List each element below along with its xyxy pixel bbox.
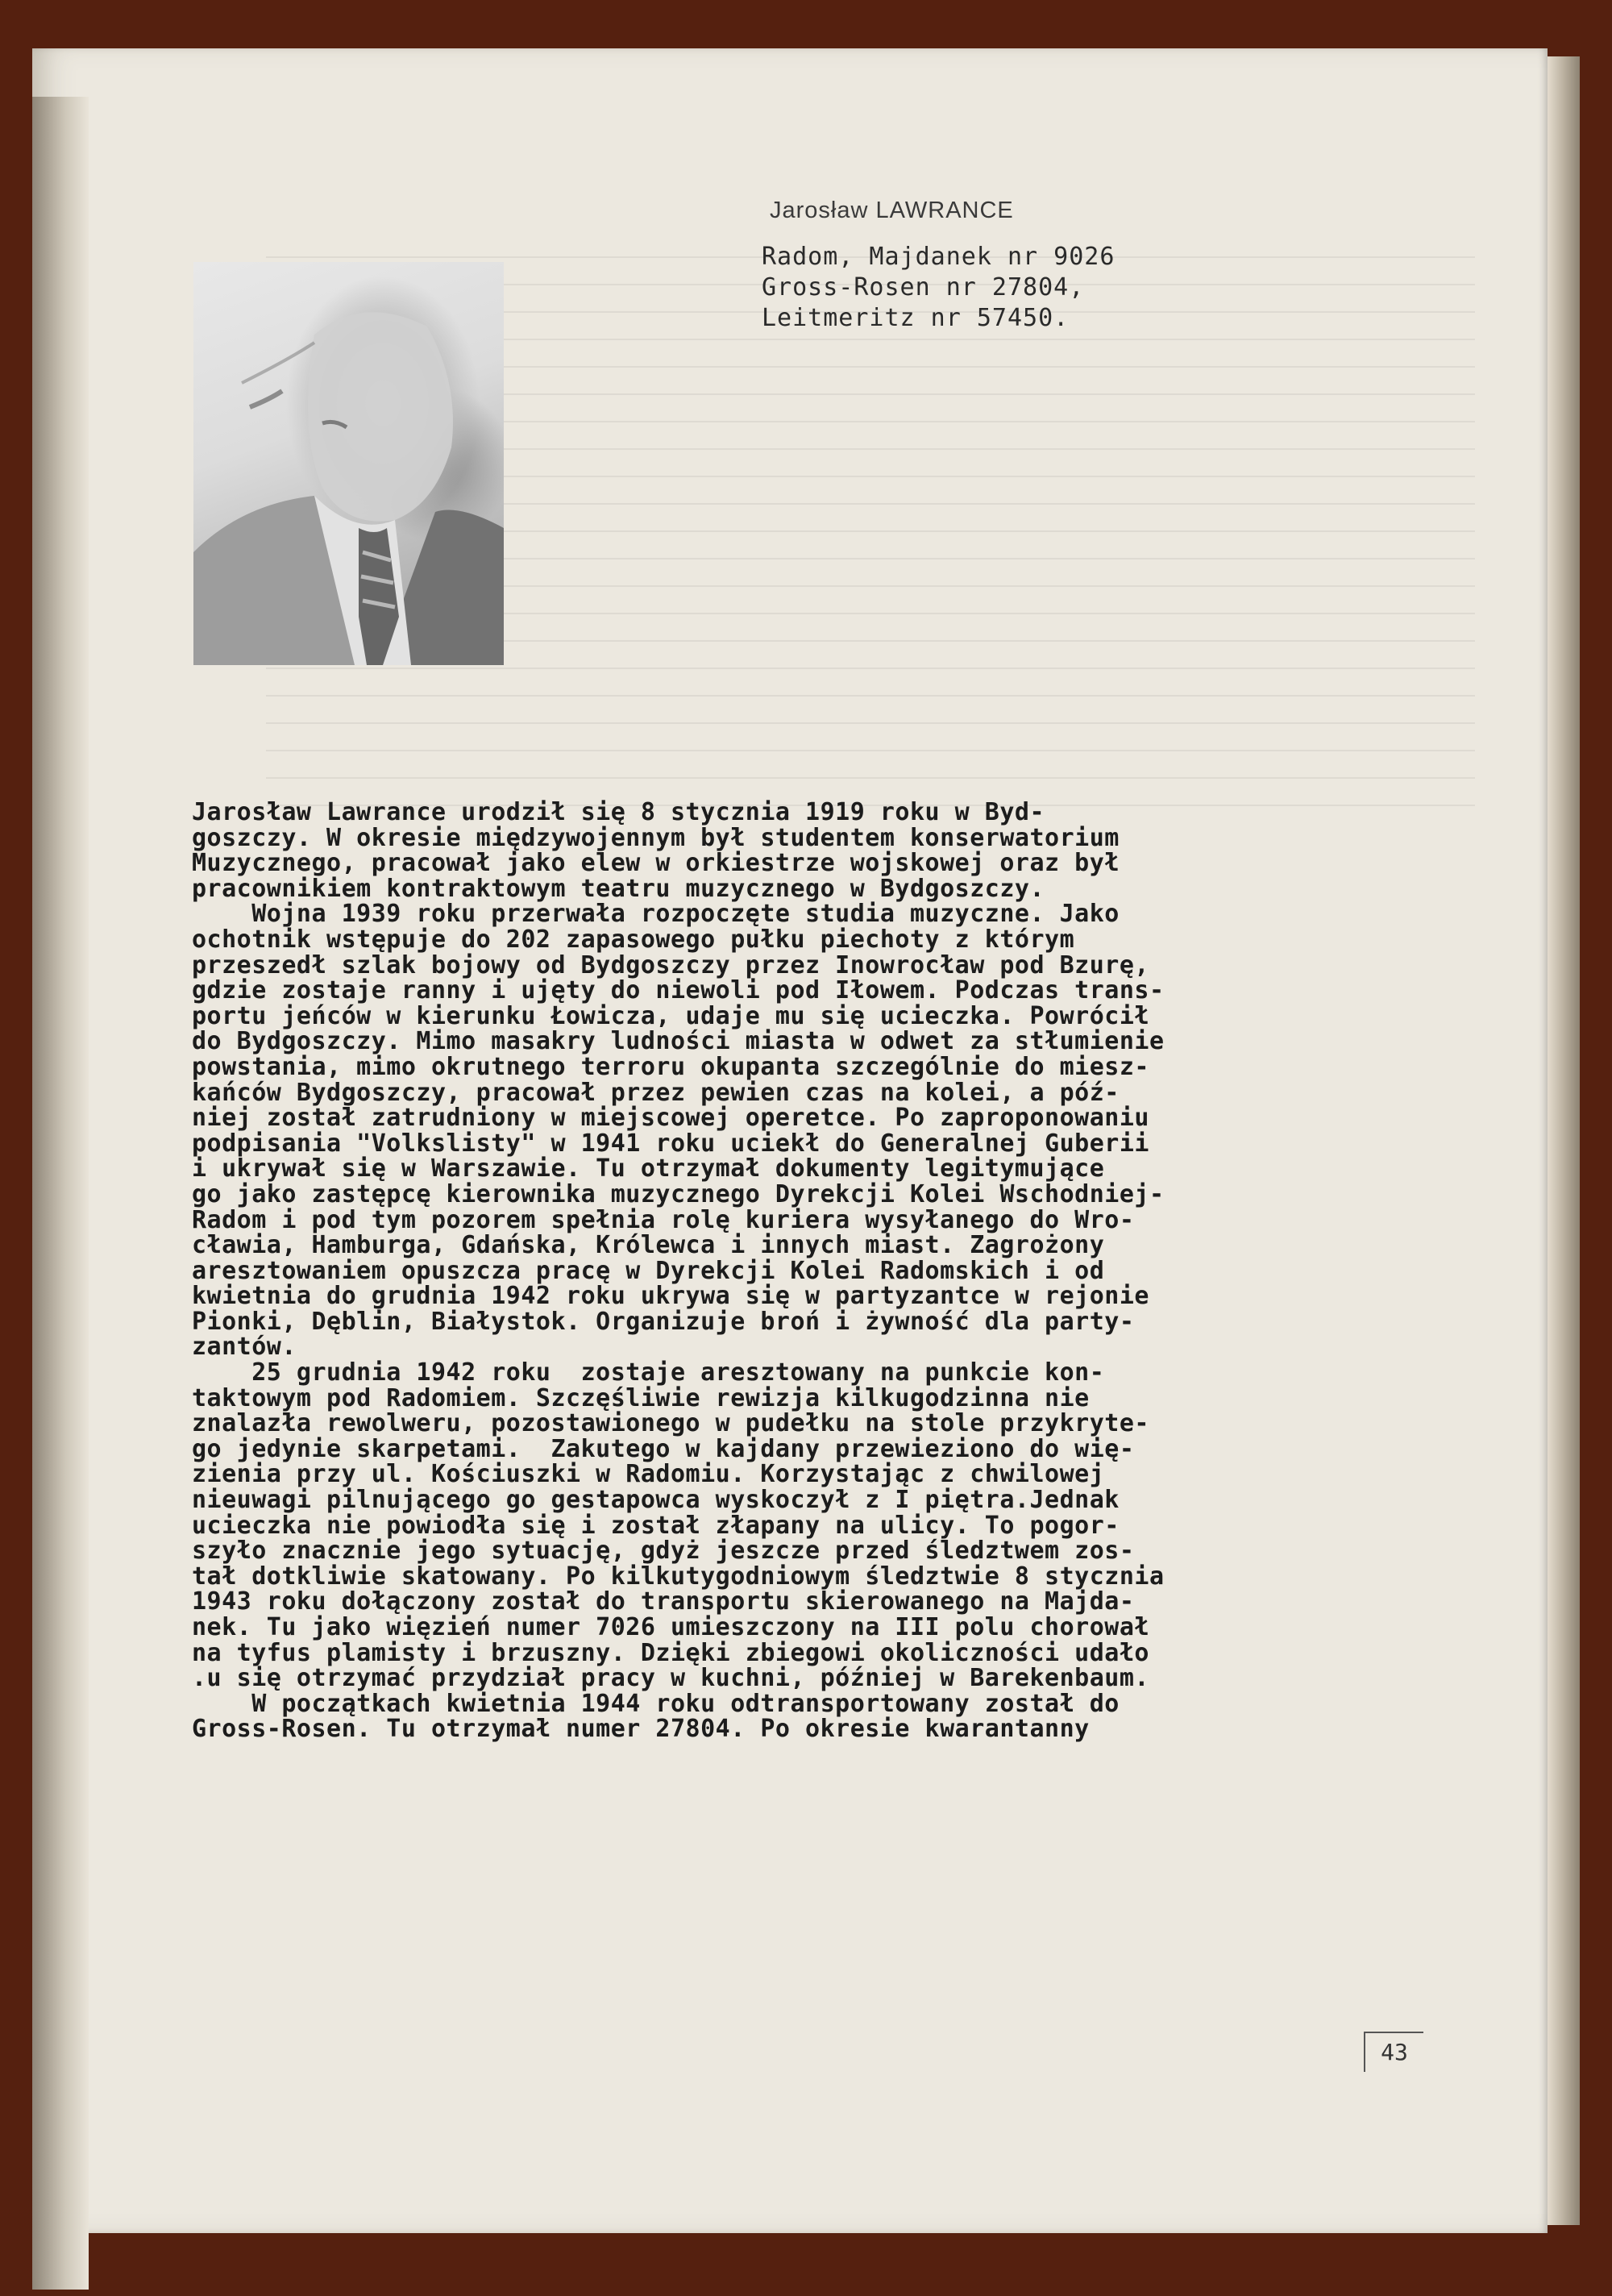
text-line: nieuwagi pilnującego go gestapowca wyskoczył z I piętra.Jednak [192, 1486, 1120, 1515]
text-line: ochotnik wstępuje do 202 zapasowego pułku piechoty z którym [192, 925, 1075, 954]
text-line: Gross-Rosen. Tu otrzymał numer 27804. Po okresie kwarantanny [192, 1715, 1090, 1744]
text-line: portu jeńców w kierunku Łowicza, udaje mu się ucieczka. Powrócił [192, 1001, 1149, 1030]
text-line: .u się otrzymać przydział pracy w kuchni, później w Barekenbaum. [192, 1664, 1149, 1693]
text-line: goszczy. W okresie międzywojennym był studentem konserwatorium [192, 823, 1120, 852]
text-line: ucieczka nie powiodła się i został złapany na ulicy. To pogor- [192, 1511, 1120, 1540]
header-block [762, 198, 1115, 334]
text-line: Pionki, Dęblin, Białystok. Organizuje broń i żywność dla party- [192, 1307, 1135, 1336]
text-line: cławia, Hamburga, Gdańska, Królewca i innych miast. Zagrożony [192, 1231, 1105, 1260]
text-line: zantów. [192, 1333, 297, 1362]
text-line: Radom i pod tym pozorem spełnia rolę kuriera wysyłanego do Wro- [192, 1205, 1135, 1234]
text-line: Muzycznego, pracował jako elew w orkiestrze wojskowej oraz był [192, 849, 1120, 878]
text-line: go jako zastępcę kierownika muzycznego Dyrekcji Kolei Wschodniej- [192, 1179, 1165, 1208]
text-line: gdzie zostaje ranny i ujęty do niewoli pod Iłowem. Podczas trans- [192, 976, 1165, 1005]
page-number: 43 [1364, 2032, 1423, 2072]
text-line: aresztowaniem opuszcza pracę w Dyrekcji Kolei Radomskich i od [192, 1256, 1105, 1285]
portrait-photo [193, 262, 504, 665]
text-line: niej został zatrudniony w miejscowej operetce. Po zaproponowaniu [192, 1104, 1149, 1133]
text-line: nek. Tu jako więzień numer 7026 umieszczony na III polu chorował [192, 1613, 1149, 1641]
text-line: 25 grudnia 1942 roku zostaje aresztowany na punkcie kon- [192, 1358, 1105, 1387]
camp-line: Leitmeritz nr 57450. [762, 304, 1070, 332]
text-line: na tyfus plamisty i brzuszny. Dzięki zbiegowi okoliczności udało [192, 1638, 1149, 1667]
portrait-icon [193, 262, 504, 665]
text-line: pracownikiem kontraktowym teatru muzycznego w Bydgoszczy. [192, 874, 1045, 903]
biography-text [192, 800, 1473, 1742]
text-line: szyło znacznie jego sytuację, gdyż jeszcze przed śledztwem zos- [192, 1537, 1135, 1566]
text-line: kańców Bydgoszczy, pracował przez pewien czas na kolei, a póź- [192, 1078, 1120, 1107]
text-line: go jedynie skarpetami. Zakutego w kajdany przewieziono do wię- [192, 1434, 1135, 1463]
camp-line: Gross-Rosen nr 27804, [762, 273, 1085, 302]
text-line: podpisania "Volkslisty" w 1941 roku uciekł do Generalnej Guberii [192, 1129, 1149, 1158]
author-name: Jarosław LAWRANCE [770, 198, 1014, 223]
text-line: 1943 roku dołączony został do transportu skierowanego na Majda- [192, 1587, 1135, 1616]
camp-line: Radom, Majdanek nr 9026 [762, 243, 1116, 271]
text-line: tał dotkliwie skatowany. Po kilkutygodniowym śledztwie 8 stycznia [192, 1562, 1165, 1591]
text-line: przeszedł szlak bojowy od Bydgoszczy przez Inowrocław pod Bzurę, [192, 950, 1149, 980]
camp-numbers [762, 242, 1115, 334]
text-line: taktowym pod Radomiem. Szczęśliwie rewizja kilkugodzinna nie [192, 1383, 1090, 1412]
text-line: W początkach kwietnia 1944 roku odtransportowany został do [192, 1689, 1120, 1718]
text-line: Jarosław Lawrance urodził się 8 stycznia 1919 roku w Byd- [192, 798, 1045, 826]
text-line: i ukrywał się w Warszawie. Tu otrzymał dokumenty legitymujące [192, 1154, 1105, 1183]
text-line: zienia przy ul. Kościuszki w Radomiu. Korzystając z chwilowej [192, 1460, 1105, 1489]
text-line: kwietnia do grudnia 1942 roku ukrywa się w partyzantce w rejonie [192, 1282, 1149, 1311]
text-line: Wojna 1939 roku przerwała rozpoczęte studia muzyczne. Jako [192, 900, 1120, 929]
text-line: do Bydgoszczy. Mimo masakry ludności miasta w odwet za stłumienie [192, 1027, 1165, 1056]
text-line: powstania, mimo okrutnego terroru okupanta szczególnie do miesz- [192, 1052, 1149, 1081]
binding-gutter [32, 97, 89, 2290]
text-line: znalazła rewolweru, pozostawionego w pudełku na stole przykryte- [192, 1409, 1149, 1438]
